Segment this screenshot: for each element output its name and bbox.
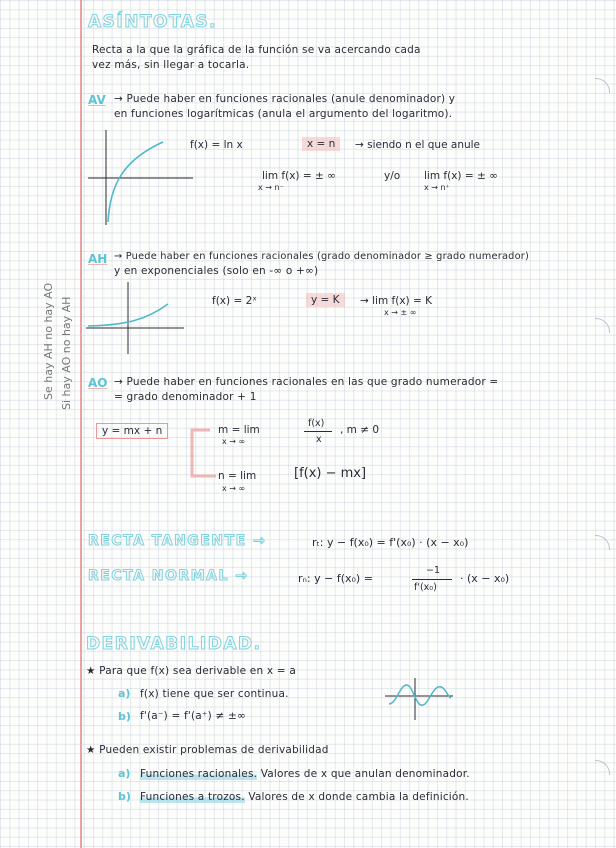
deriv-item-b-label: b)	[118, 710, 131, 723]
ao-m-frac-bar	[304, 431, 332, 432]
ao-bracket	[180, 424, 220, 484]
ao-m-cond: , m ≠ 0	[340, 424, 380, 436]
prob-b-rest: Valores de x donde cambia la definición.	[248, 791, 469, 803]
prob-b-highlight: Funciones a trozos.	[140, 791, 245, 803]
ah-line-2: y en exponenciales (solo en -∞ o +∞)	[114, 265, 319, 277]
prob-a-highlight: Funciones racionales.	[140, 768, 258, 780]
deriv-item-a-label: a)	[118, 687, 131, 700]
ah-tag: AH	[88, 252, 108, 266]
wave-graph	[385, 674, 455, 724]
normal-frac-den: f'(x₀)	[414, 582, 437, 593]
asintotas-def-2: vez más, sin llegar a tocarla.	[92, 59, 250, 71]
normal-formula-right: · (x − x₀)	[460, 572, 510, 585]
ao-box: y = mx + n	[96, 423, 168, 439]
ao-n-def: n = lim	[218, 470, 257, 482]
exp-graph	[86, 282, 186, 357]
ao-line-2: = grado denominador + 1	[114, 391, 257, 403]
av-note: → siendo n el que anule	[355, 139, 481, 151]
av-lim-1: lim f(x) = ± ∞	[262, 170, 336, 182]
ao-m-def: m = lim	[218, 424, 260, 436]
ao-tag: AO	[88, 376, 108, 390]
tangente-title: RECTA TANGENTE →	[88, 533, 267, 549]
asintotas-def-1: Recta a la que la gráfica de la función se va acercando cada	[92, 44, 421, 56]
side-note-2: Si hay AO no hay AH	[60, 296, 73, 410]
av-line-1: → Puede haber en funciones racionales (anule denominador) y	[114, 93, 456, 105]
prob-a	[140, 768, 470, 780]
ao-m-frac-num: f(x)	[308, 418, 325, 429]
ah-func: f(x) = 2ˣ	[212, 295, 257, 307]
ah-line-1: → Puede haber en funciones racionales (grado denominador ≥ grado numerador)	[114, 251, 530, 262]
normal-title: RECTA NORMAL →	[88, 568, 249, 584]
av-lim-2-sub: x → n⁺	[424, 183, 450, 192]
deriv-intro: ★ Para que f(x) sea derivable en x = a	[86, 665, 296, 677]
tangente-formula: rₜ: y − f(x₀) = f'(x₀) · (x − x₀)	[312, 536, 469, 549]
margin-line	[80, 0, 82, 848]
ring-mark	[595, 760, 610, 775]
prob-b-label: b)	[118, 790, 131, 803]
av-func: f(x) = ln x	[190, 139, 243, 151]
ah-box: y = K	[306, 293, 345, 307]
ao-m-sub: x → ∞	[222, 437, 246, 446]
ao-m-frac-den: x	[316, 434, 322, 445]
prob-b	[140, 791, 469, 803]
av-box: x = n	[302, 137, 340, 151]
ao-line-1: → Puede haber en funciones racionales en las que grado numerador =	[114, 376, 499, 388]
ao-n-expr: [f(x) − mx]	[294, 466, 367, 481]
prob-a-label: a)	[118, 767, 131, 780]
av-tag: AV	[88, 93, 106, 107]
ring-mark	[595, 78, 610, 93]
av-lim-1-sub: x → n⁻	[258, 183, 284, 192]
side-note-1: Se hay AH no hay AO	[42, 282, 55, 400]
ah-lim: → lim f(x) = K	[360, 295, 432, 307]
av-line-2: en funciones logarítmicas (anula el argumento del logaritmo).	[114, 108, 453, 120]
ln-graph	[88, 130, 198, 230]
ring-mark	[595, 535, 610, 550]
ah-lim-sub: x → ± ∞	[384, 308, 417, 317]
av-lim-2: lim f(x) = ± ∞	[424, 170, 498, 182]
ring-mark	[595, 318, 610, 333]
derivabilidad-title: DERIVABILIDAD.	[86, 634, 262, 654]
deriv-item-a: f(x) tiene que ser continua.	[140, 688, 289, 700]
asintotas-title: ASÍNTOTAS.	[88, 12, 218, 32]
deriv-problems: ★ Pueden existir problemas de derivabilidad	[86, 744, 329, 756]
ao-n-sub: x → ∞	[222, 484, 246, 493]
normal-formula-left: rₙ: y − f(x₀) =	[298, 572, 373, 585]
normal-frac-num: −1	[426, 565, 441, 576]
av-sep: y/o	[384, 170, 401, 182]
prob-a-rest: Valores de x que anulan denominador.	[260, 768, 470, 780]
deriv-item-b: f'(a⁻) = f'(a⁺) ≠ ±∞	[140, 710, 246, 722]
normal-frac-bar	[412, 579, 452, 580]
